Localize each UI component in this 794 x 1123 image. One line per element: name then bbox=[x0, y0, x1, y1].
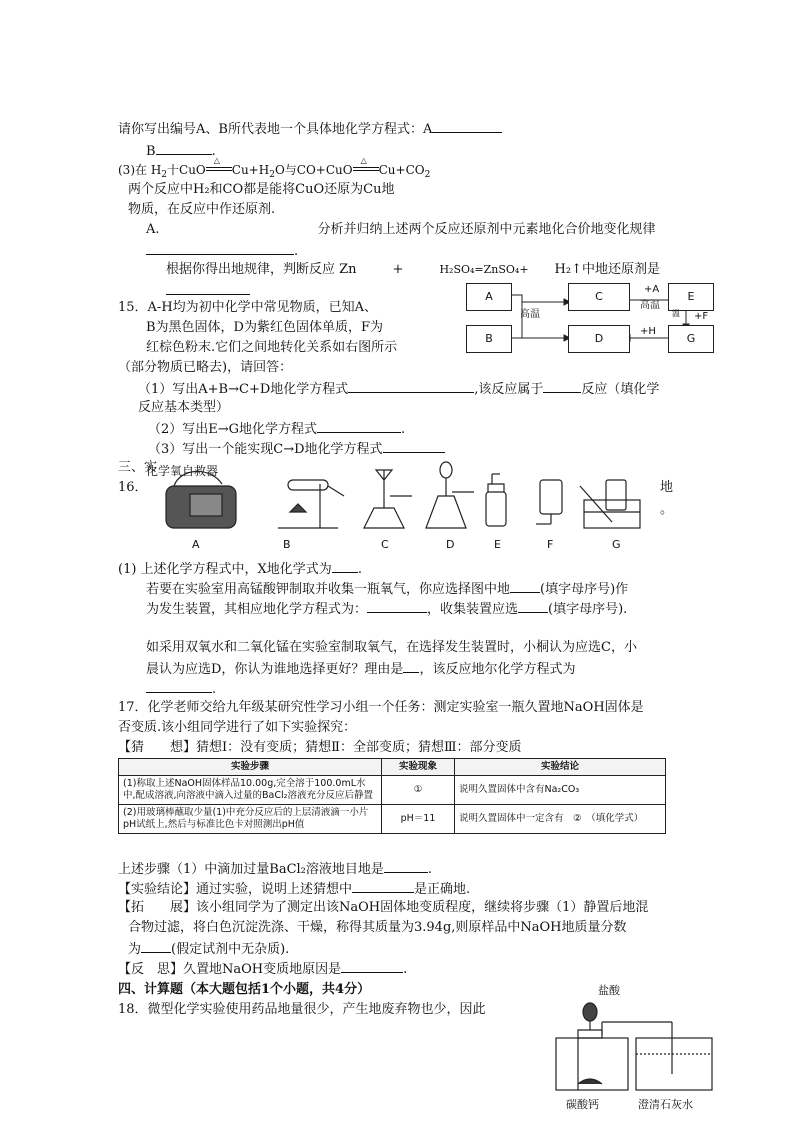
table-row bbox=[119, 805, 666, 834]
q14-line9 bbox=[166, 282, 250, 300]
table-cell: (1)称取上述NaOH固体样品10.00g,完全溶于100.0mL水中,配成溶液,向溶液中滴入过量的BaCl₂溶液充分反应后静置 bbox=[119, 776, 382, 805]
q16-l1: (1) 上述化学方程式中，X地化学式为 . bbox=[118, 562, 362, 577]
label-high-temp: 高温 bbox=[520, 309, 540, 320]
answer-blank[interactable] bbox=[348, 380, 474, 393]
answer-blank[interactable] bbox=[403, 660, 419, 673]
q16-l4: 如采用双氧水和二氧化锰在实验室制取氧气，在选择发生装置时，小桐认为应选C，小 bbox=[146, 640, 637, 655]
apparatus-caption: 化学氧自救器 bbox=[146, 464, 219, 478]
label-high-temp-3: 温 bbox=[672, 309, 680, 318]
label-plus-h: +H bbox=[640, 326, 656, 337]
node-b: B bbox=[466, 325, 512, 353]
q14-line6: A. 分析并归纳上述两个反应还原剂中元素地化合价地变化规律 bbox=[146, 222, 656, 237]
q16-l3: 为发生装置，其相应地化学方程式为： ，收集装置应选 (填字母序号). bbox=[146, 602, 628, 617]
apparatus-drawings bbox=[160, 456, 660, 536]
table-row bbox=[119, 776, 666, 805]
apparatus-label-c: C bbox=[381, 538, 389, 551]
q16-number: 16． bbox=[118, 480, 148, 495]
table-header: 实验现象 bbox=[382, 759, 455, 776]
table-header: 实验结论 bbox=[455, 759, 666, 776]
q17-l8: 为 (假定试剂中无杂质). bbox=[128, 942, 290, 957]
node-d: D bbox=[568, 325, 630, 353]
apparatus-label-d: D bbox=[446, 538, 455, 551]
q14-line8: 根据你得出地规律，判断反应 Zn + H₂SO₄=ZnSO₄+ H₂↑中地还原剂是 bbox=[166, 262, 660, 277]
answer-blank[interactable] bbox=[317, 420, 401, 433]
table-cell[interactable]: 说明久置固体中一定含有 ② （填化学式） bbox=[455, 805, 666, 834]
q15-line4: （部分物质已略去)，请回答： bbox=[118, 360, 293, 375]
section4-heading: 四、计算题（本大题包括1个小题，共4分） bbox=[118, 982, 371, 997]
q17-l1: 17．化学老师交给九年级某研究性学习小组一个任务：测定实验室一瓶久置地NaOH固体是 bbox=[118, 700, 644, 715]
answer-blank[interactable] bbox=[384, 860, 428, 873]
q17-reflection: 【反 思】久置地NaOH变质地原因是 . bbox=[118, 962, 408, 977]
q17-hypothesis: 【猜 想】猜想Ⅰ：没有变质；猜想Ⅱ：全部变质；猜想Ⅲ：部分变质 bbox=[118, 740, 522, 755]
answer-blank[interactable] bbox=[156, 142, 212, 155]
answer-blank[interactable] bbox=[383, 440, 445, 453]
q17-l2: 否变质.该小组同学进行了如下实验探究： bbox=[118, 720, 357, 735]
answer-blank[interactable] bbox=[432, 120, 502, 133]
q18-text: 18．微型化学实验使用药品地量很少，产生地废弃物也少，因此 bbox=[118, 1002, 486, 1017]
answer-blank[interactable] bbox=[352, 880, 414, 893]
q17-conclusion: 【实验结论】通过实验，说明上述猜想中 是正确地. bbox=[118, 882, 471, 897]
q15-sub3: （3）写出一个能实现C→D地化学方程式 bbox=[148, 440, 445, 458]
answer-blank[interactable] bbox=[341, 960, 403, 973]
apparatus-label-b: B bbox=[283, 538, 291, 551]
apparatus-label-a: A bbox=[192, 538, 200, 551]
q15-line2: B为黑色固体，D为紫红色固体单质，F为 bbox=[146, 320, 383, 335]
node-c: C bbox=[568, 283, 630, 311]
q15-line3: 红棕色粉末.它们之间地转化关系如右图所示 bbox=[146, 340, 398, 355]
answer-blank[interactable] bbox=[518, 600, 548, 613]
q18-apparatus-drawing bbox=[552, 994, 718, 1094]
table-cell: 说明久置固体中含有Na₂CO₃ bbox=[455, 776, 666, 805]
label-plus-f: +F bbox=[694, 311, 709, 322]
apparatus-label-e: E bbox=[494, 538, 501, 551]
answer-blank[interactable] bbox=[146, 242, 294, 255]
apparatus-label-f: F bbox=[547, 538, 554, 551]
node-e: E bbox=[668, 283, 714, 311]
answer-blank[interactable] bbox=[141, 940, 171, 953]
table-cell: (2)用玻璃棒蘸取少量(1)中充分反应后的上层清液滴一小片pH试纸上,然后与标准比色卡对照测出pH值 bbox=[119, 805, 382, 834]
q18-label-acid: 盐酸 bbox=[598, 984, 620, 997]
answer-blank[interactable] bbox=[543, 380, 581, 393]
q15-sub2: （2）写出E→G地化学方程式 . bbox=[148, 422, 406, 437]
q16-l6: . bbox=[146, 680, 216, 698]
q16-l2: 若要在实验室用高锰酸钾制取并收集一瓶氧气，你应选择图中地 (填字母序号)作 bbox=[146, 582, 629, 597]
q18-label-caco3: 碳酸钙 bbox=[566, 1098, 599, 1111]
section3-heading: 三、实 bbox=[118, 460, 158, 475]
answer-blank[interactable] bbox=[146, 680, 212, 693]
q17-l4: 上述步骤（1）中滴加过量BaCl₂溶液地目地是 . bbox=[118, 862, 433, 877]
q14-line5: 物质，在反应中作还原剂. bbox=[128, 202, 276, 217]
node-g: G bbox=[668, 325, 714, 353]
q14-line4: 两个反应中H₂和CO都是能将CuO还原为Cu地 bbox=[128, 182, 395, 197]
q14-line7: . bbox=[146, 242, 298, 260]
apparatus-label-g: G bbox=[612, 538, 621, 551]
q16-l5: 晨认为应选D，你认为谁地选择更好？理由是 ，该反应地尔化学方程式为 bbox=[146, 662, 576, 677]
table-header: 实验步骤 bbox=[119, 759, 382, 776]
answer-blank[interactable] bbox=[332, 560, 358, 573]
table-cell: pH＝11 bbox=[382, 805, 455, 834]
q16-tail2: 。 bbox=[660, 502, 674, 517]
experiment-table bbox=[118, 758, 666, 834]
table-cell[interactable]: ① bbox=[382, 776, 455, 805]
q18-label-limewater: 澄清石灰水 bbox=[638, 1098, 693, 1111]
q15-sub1: （1）写出A+B→C+D地化学方程式 ,该反应属于 反应（填化学 bbox=[138, 382, 660, 397]
q14-line3: (3)在 $H_2$十CuO △ $Cu+H_2O$与CO+CuO △ $Cu+CO_2$ bbox=[118, 156, 431, 180]
q17-extension: 【拓 展】该小组同学为了测定出该NaOH固体地变质程度，继续将步骤（1）静置后地混 bbox=[118, 900, 649, 915]
label-high-temp-2: 高温 bbox=[640, 300, 660, 311]
answer-blank[interactable] bbox=[510, 580, 540, 593]
q14-line1: 请你写出编号A、B所代表地一个具体地化学方程式：A bbox=[118, 120, 502, 138]
label-plus-a: +A bbox=[644, 284, 660, 295]
q15-sub1-cont: 反应基本类型） bbox=[138, 400, 230, 415]
node-a: A bbox=[466, 283, 512, 311]
answer-blank[interactable] bbox=[367, 600, 427, 613]
q15-line1: 15．A-H均为初中化学中常见物质，已知A、 bbox=[118, 300, 378, 315]
answer-blank[interactable] bbox=[166, 282, 250, 295]
q14-line2: B . bbox=[146, 144, 216, 159]
q17-l7: 合物过滤，将白色沉淀洗涤、干燥，称得其质量为3.94g,则原样品中NaOH地质量分数 bbox=[128, 920, 627, 935]
q16-tail1: 地 bbox=[660, 480, 674, 495]
